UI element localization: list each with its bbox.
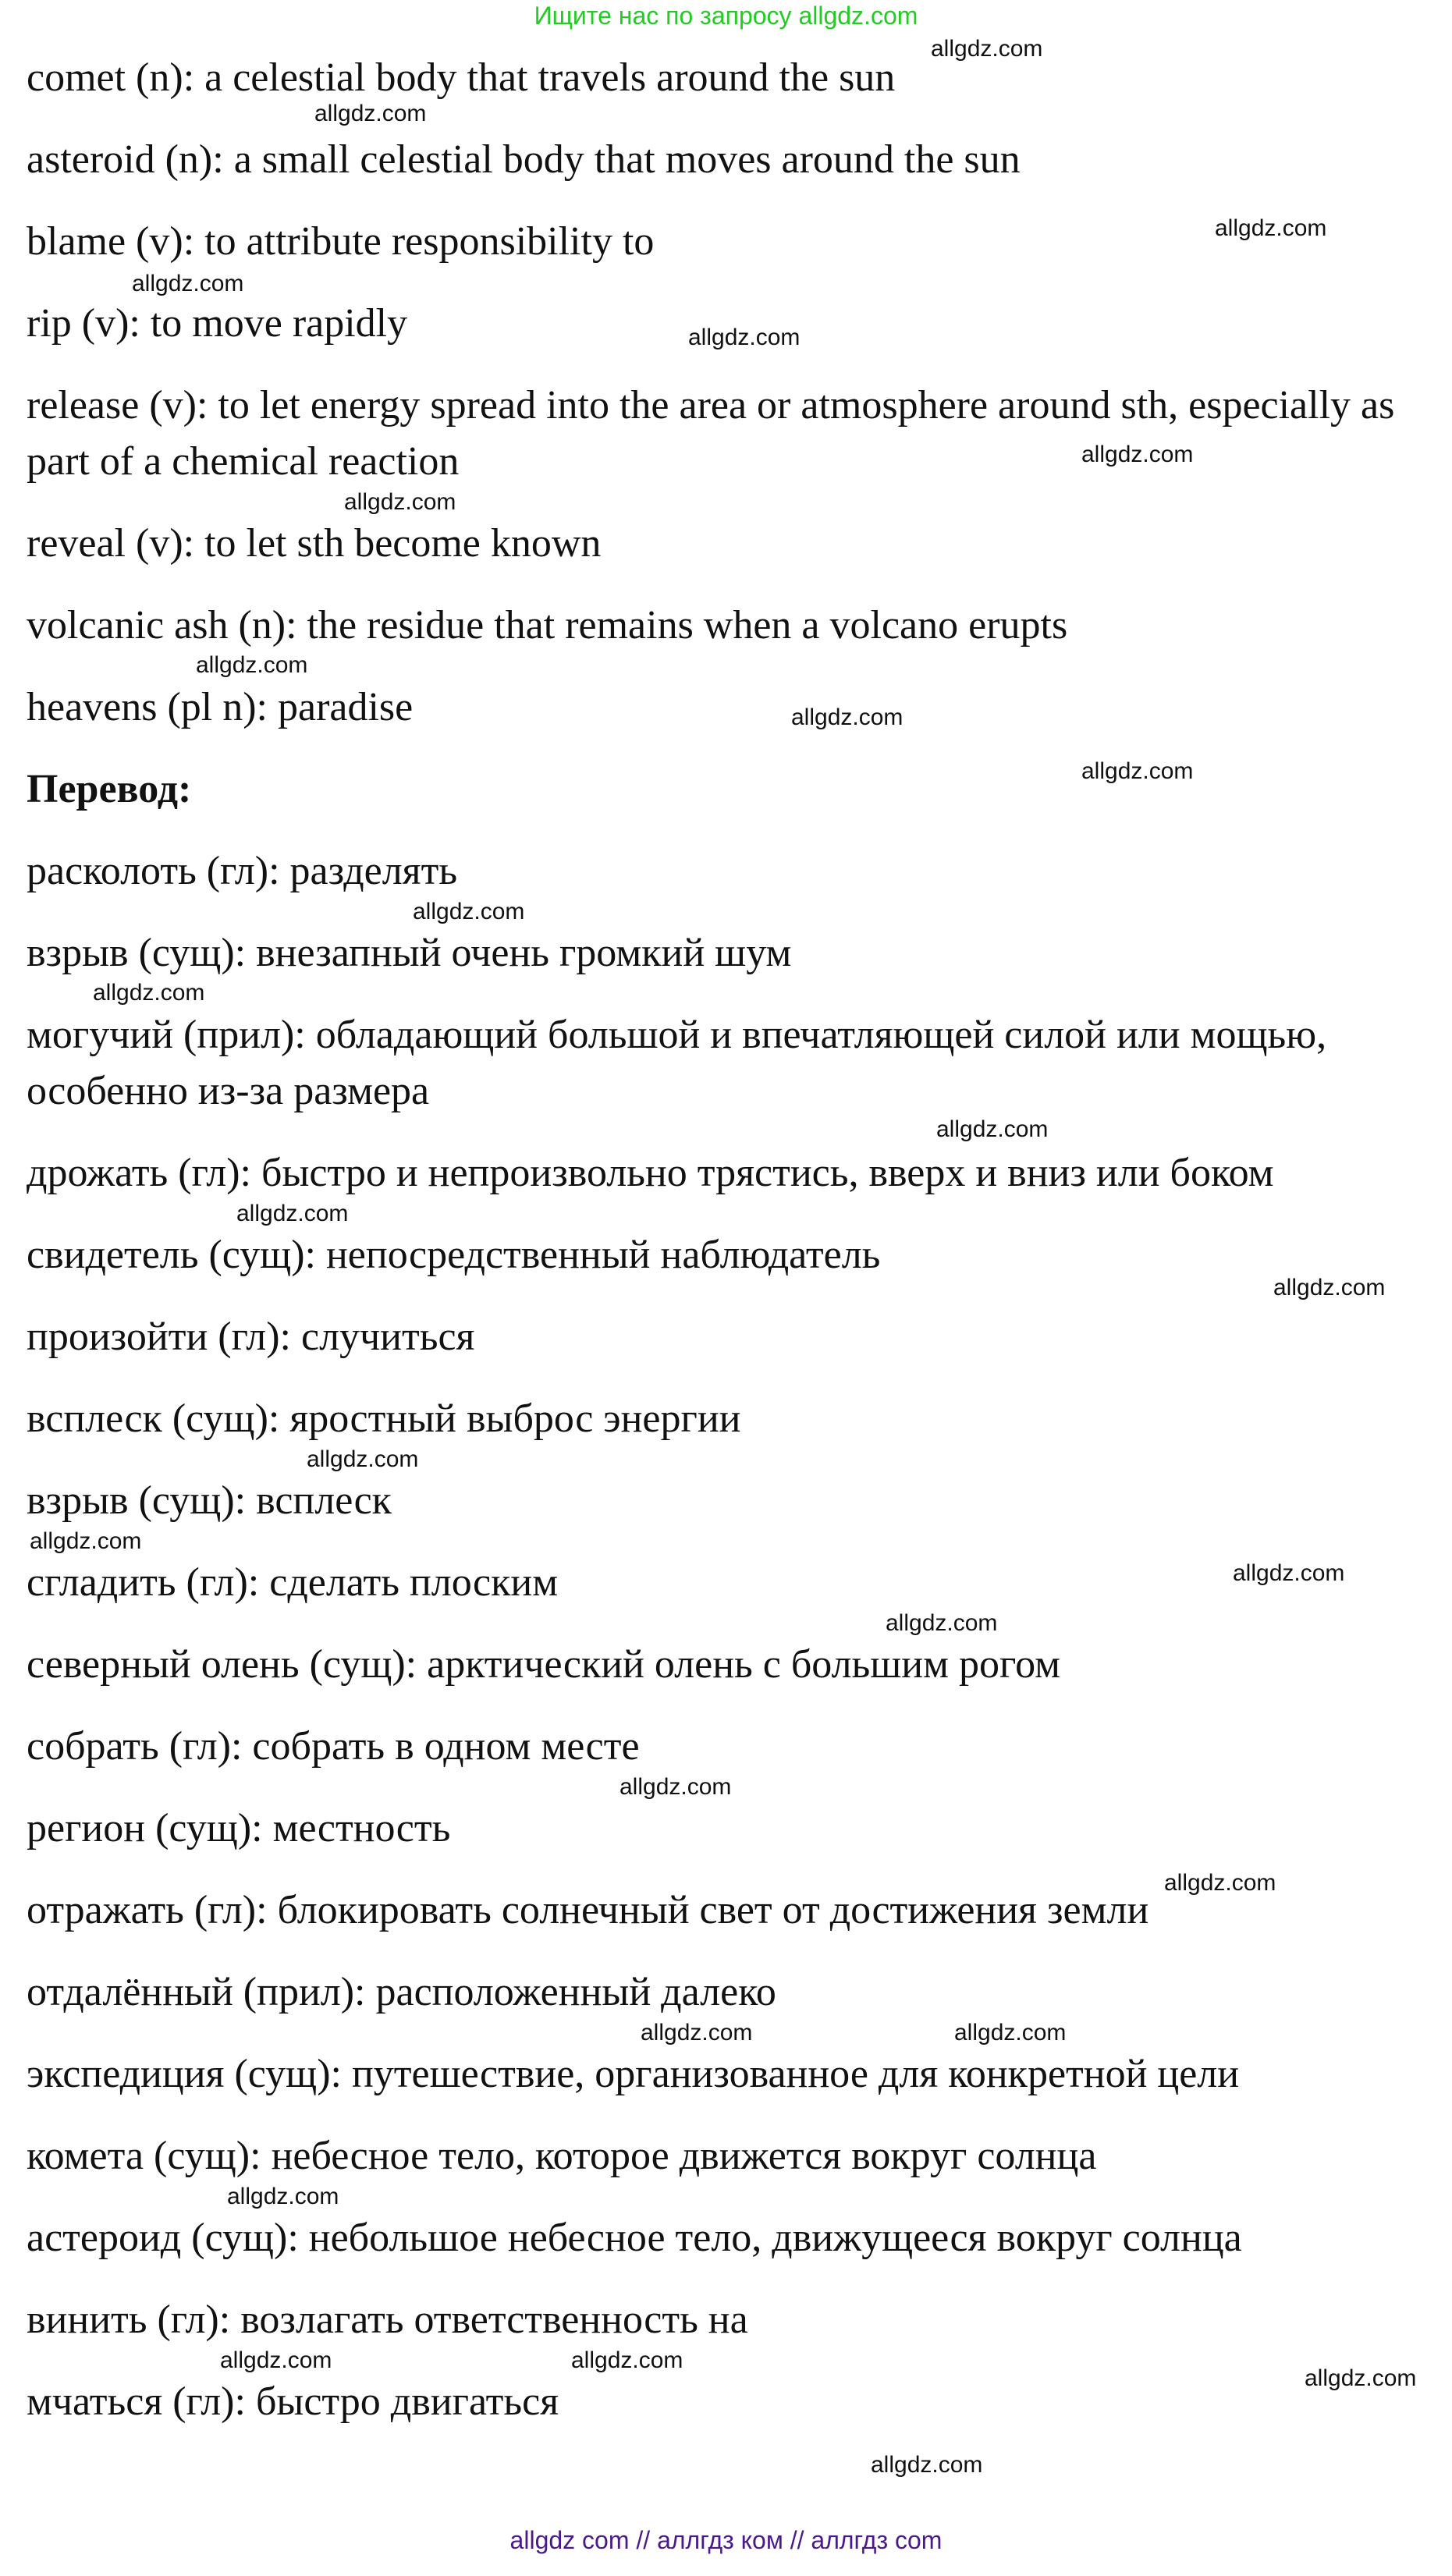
translation-entry: могучий (прил): обладающий большой и впечатляющей силой или мощью, особенно из-за размера	[27, 1013, 1327, 1113]
watermark: allgdz.com	[132, 271, 244, 296]
watermark: allgdz.com	[954, 2020, 1067, 2046]
translation-entry: сгладить (гл): сделать плоским	[27, 1560, 559, 1605]
translation-entry: взрыв (сущ): всплеск	[27, 1478, 392, 1523]
watermark: allgdz.com	[936, 1116, 1049, 1142]
translation-entry: регион (сущ): местность	[27, 1806, 451, 1850]
watermark: allgdz.com	[641, 2020, 753, 2046]
translation-entry: отражать (гл): блокировать солнечный свет от достижения земли	[27, 1888, 1149, 1932]
vocabulary-entry: asteroid (n): a small celestial body that moves around the sun	[27, 137, 1021, 182]
translation-entry: дрожать (гл): быстро и непроизвольно трястись, вверх и вниз или боком	[27, 1151, 1274, 1195]
translation-entry: расколоть (гл): разделять	[27, 849, 458, 893]
watermark: allgdz.com	[571, 2347, 683, 2373]
vocabulary-entry: blame (v): to attribute responsibility to	[27, 219, 655, 264]
translation-entry: собрать (гл): собрать в одном месте	[27, 1724, 640, 1769]
watermark: allgdz.com	[1233, 1560, 1345, 1586]
vocabulary-entry: volcanic ash (n): the residue that remains when a volcano erupts	[27, 603, 1068, 648]
footer-links: allgdz com // аллгдз ком // аллгдз com	[509, 2526, 943, 2554]
vocabulary-content	[27, 50, 1423, 2456]
vocabulary-entry: rip (v): to move rapidly	[27, 301, 408, 346]
watermark: allgdz.com	[1273, 1275, 1386, 1300]
watermark: allgdz.com	[30, 1528, 142, 1554]
vocabulary-entry: comet (n): a celestial body that travels around the sun	[27, 55, 896, 100]
watermark: allgdz.com	[1081, 758, 1194, 784]
watermark: allgdz.com	[220, 2347, 332, 2373]
translation-entry: астероид (сущ): небольшое небесное тело, движущееся вокруг солнца	[27, 2216, 1242, 2260]
watermark: allgdz.com	[886, 1610, 998, 1636]
watermark: allgdz.com	[931, 36, 1043, 62]
translation-entry: отдалённый (прил): расположенный далеко	[27, 1970, 776, 2014]
translation-entry: мчаться (гл): быстро двигаться	[27, 2379, 559, 2424]
watermark: allgdz.com	[791, 704, 904, 730]
watermark: allgdz.com	[413, 899, 525, 924]
watermark: allgdz.com	[871, 2452, 983, 2478]
translation-entry: взрыв (сущ): внезапный очень громкий шум	[27, 931, 792, 975]
watermark: allgdz.com	[93, 980, 205, 1006]
translation-entry: винить (гл): возлагать ответственность на	[27, 2297, 748, 2342]
watermark: allgdz.com	[1215, 215, 1327, 241]
watermark: allgdz.com	[1305, 2365, 1417, 2391]
translation-entry: экспедиция (сущ): путешествие, организованное для конкретной цели	[27, 2052, 1240, 2096]
watermark: allgdz.com	[1164, 1870, 1276, 1896]
translation-entry: всплеск (сущ): яростный выброс энергии	[27, 1396, 741, 1441]
vocabulary-entry: heavens (pl n): paradise	[27, 685, 414, 729]
translation-entry: комета (сущ): небесное тело, которое движется вокруг солнца	[27, 2134, 1097, 2178]
translation-heading: Перевод:	[27, 767, 192, 811]
watermark: allgdz.com	[236, 1201, 349, 1226]
vocabulary-entry: reveal (v): to let sth become known	[27, 521, 602, 566]
watermark: allgdz.com	[227, 2184, 339, 2209]
watermark: allgdz.com	[314, 101, 427, 126]
translation-entry: северный олень (сущ): арктический олень с большим рогом	[27, 1642, 1060, 1687]
watermark: allgdz.com	[307, 1446, 419, 1472]
watermark: allgdz.com	[196, 652, 308, 678]
translation-entry: свидетель (сущ): непосредственный наблюдатель	[27, 1233, 881, 1277]
watermark: allgdz.com	[619, 1774, 732, 1800]
translation-entry: произойти (гл): случиться	[27, 1315, 475, 1359]
search-banner: Ищите нас по запросу allgdz.com	[534, 2, 918, 30]
watermark: allgdz.com	[1081, 442, 1194, 467]
vocabulary-entry: release (v): to let energy spread into the area or atmosphere around sth, especially as part of a chemical reaction	[27, 383, 1395, 484]
watermark: allgdz.com	[344, 489, 456, 515]
watermark: allgdz.com	[688, 325, 801, 350]
